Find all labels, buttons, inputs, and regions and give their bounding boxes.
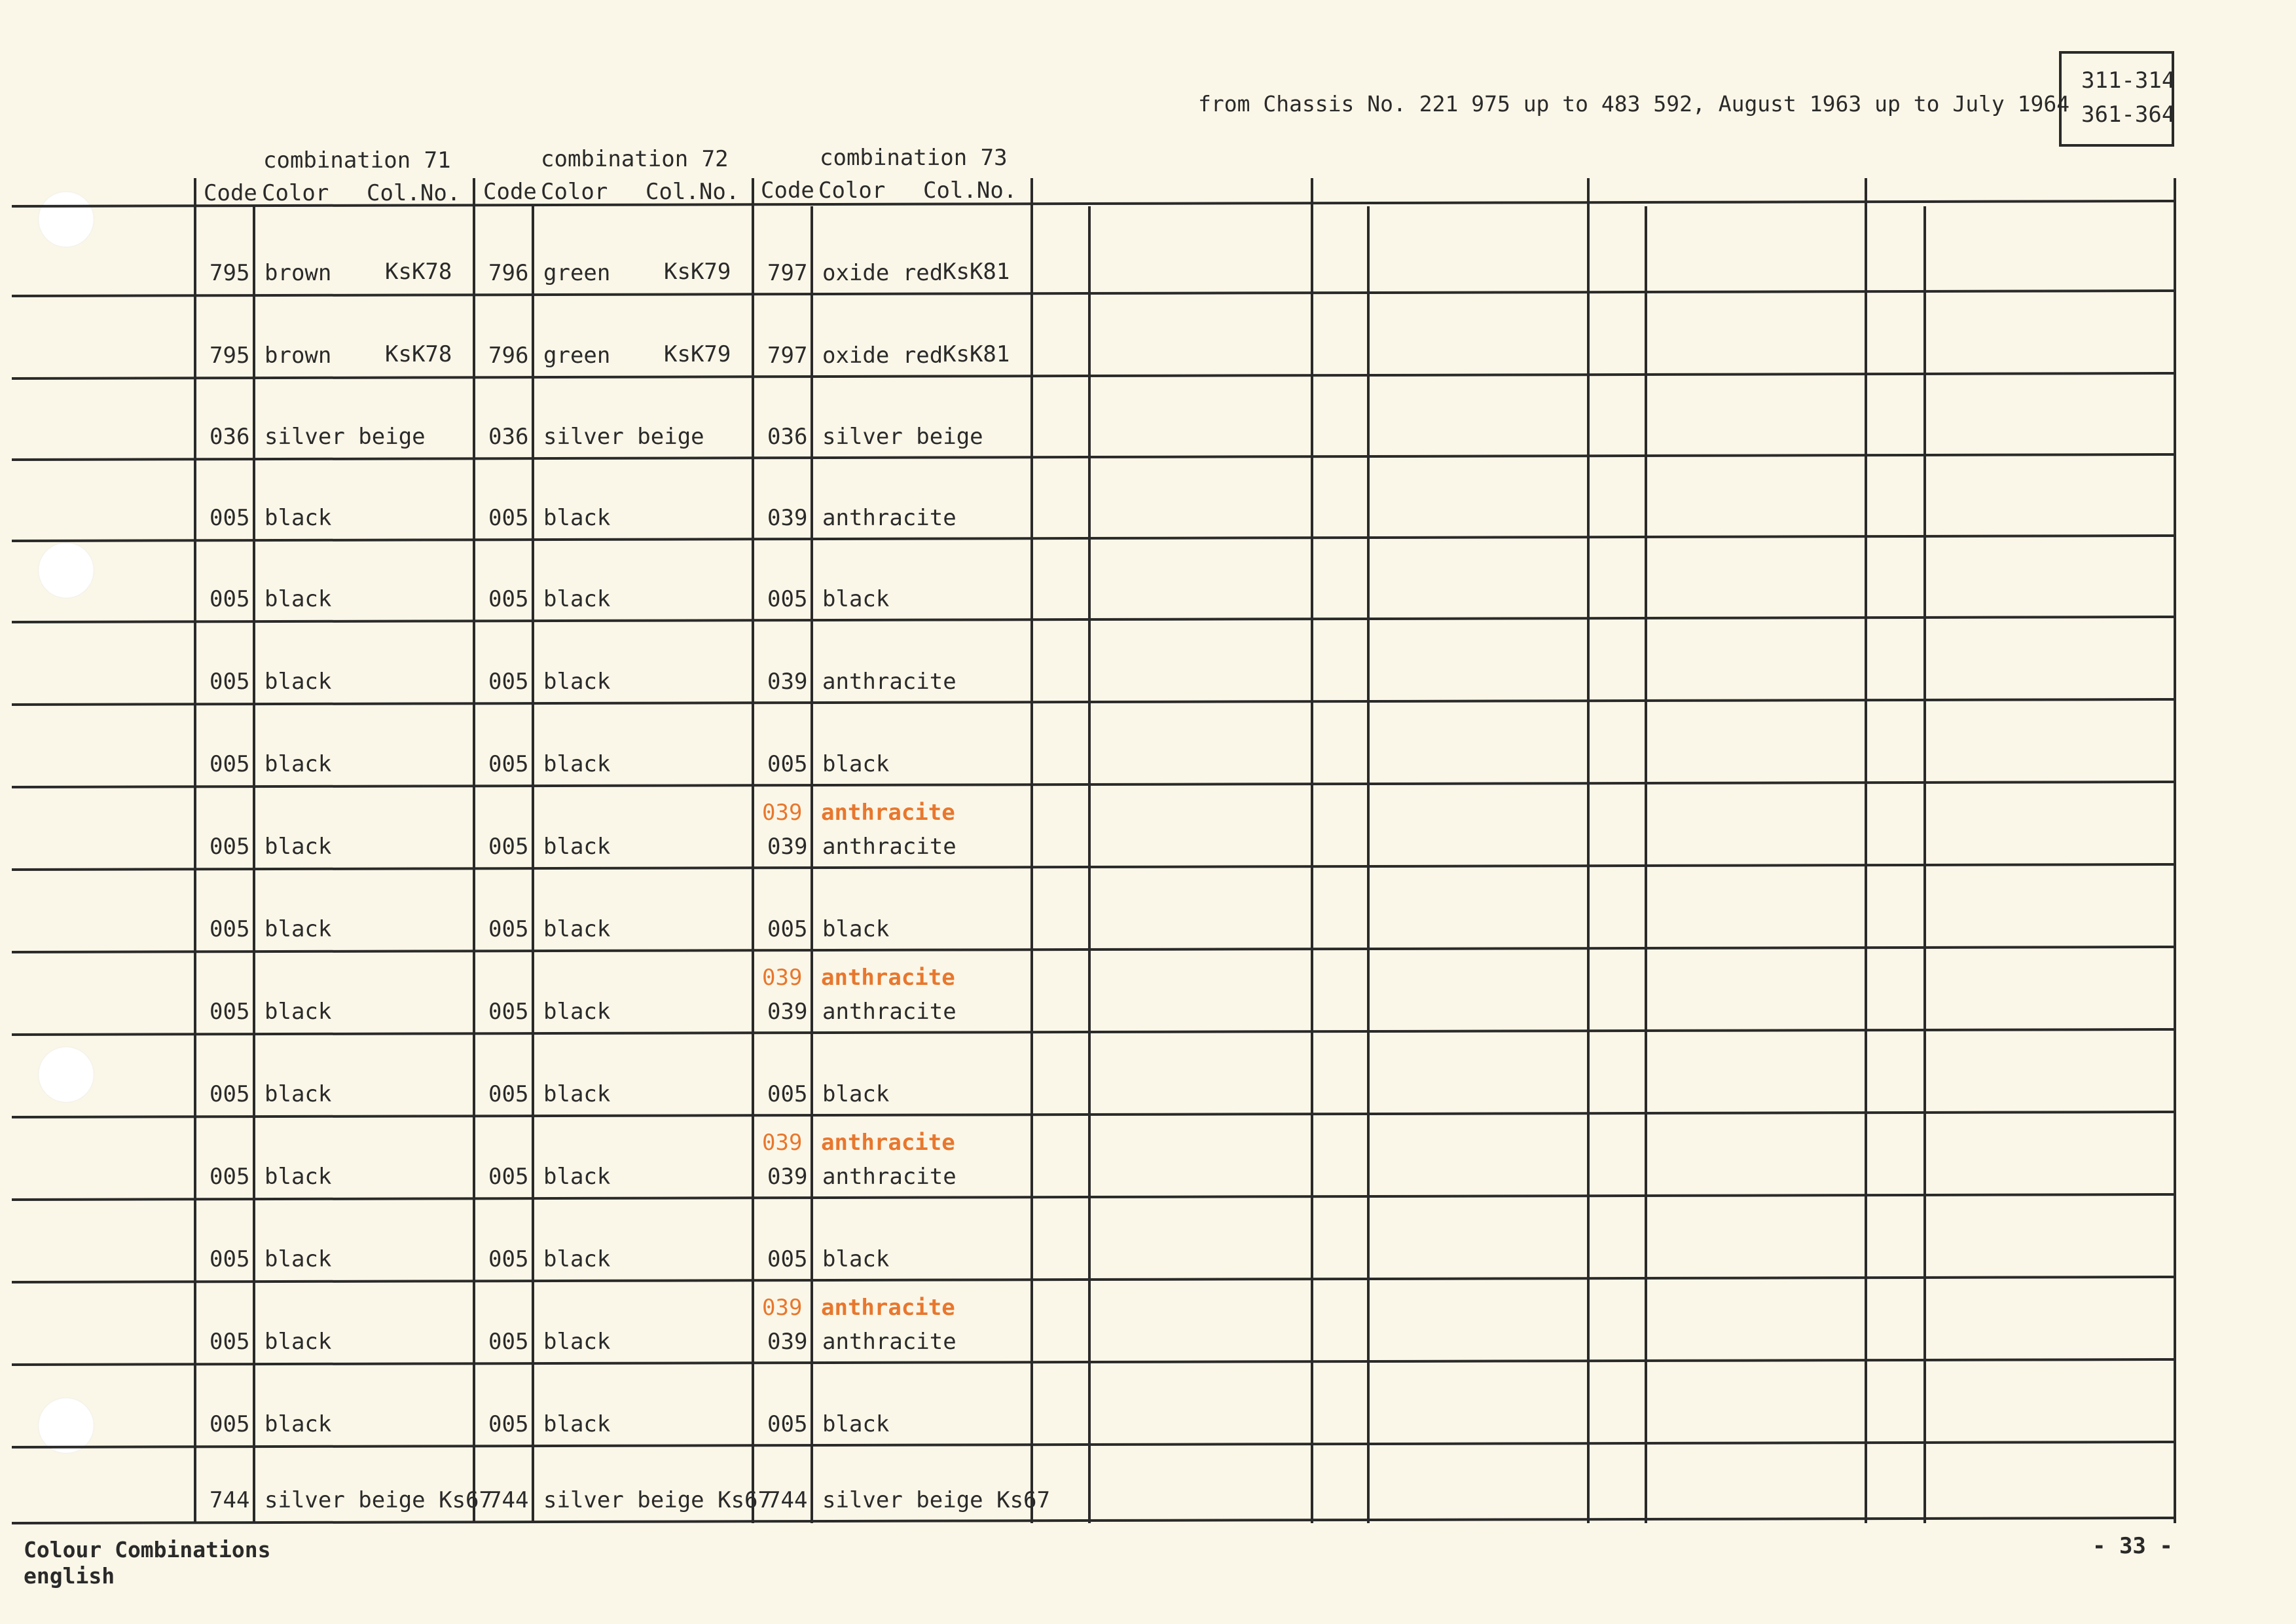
color-cell: black <box>264 834 332 860</box>
row-line <box>12 617 2175 622</box>
code-cell: 744 <box>767 1487 808 1513</box>
c73-colno-label: Col.No. <box>923 177 1017 204</box>
c72-code-label: Code <box>483 179 537 205</box>
code-cell: 005 <box>488 999 529 1025</box>
footer-language: english <box>24 1563 115 1589</box>
code-cell: 005 <box>767 1246 808 1272</box>
alt-code: 039 <box>762 1130 803 1156</box>
color-cell: black <box>543 834 611 860</box>
color-cell: oxide red <box>822 260 943 286</box>
alt-color: anthracite <box>821 800 955 826</box>
c72-color-label: Color <box>541 179 608 205</box>
color-cell: black <box>543 1246 611 1272</box>
model-number-1: 311-314 <box>2081 67 2176 94</box>
row-line <box>12 454 2175 460</box>
alt-code: 039 <box>762 800 803 826</box>
code-cell: 005 <box>210 669 250 695</box>
row-line <box>12 1442 2175 1447</box>
colno-cell: KsK79 <box>664 341 731 367</box>
color-cell: black <box>264 669 332 695</box>
color-cell: brown <box>264 342 332 369</box>
code-cell: 005 <box>210 999 250 1025</box>
code-cell: 744 <box>210 1487 250 1513</box>
model-number-2: 361-364 <box>2081 101 2176 128</box>
color-cell: black <box>822 586 890 612</box>
color-cell: brown <box>264 260 332 286</box>
color-cell: silver beige <box>543 424 704 450</box>
code-cell: 036 <box>767 424 808 450</box>
code-cell: 005 <box>210 505 250 531</box>
code-cell: 005 <box>210 1081 250 1107</box>
code-cell: 005 <box>210 834 250 860</box>
color-cell: anthracite <box>822 1329 957 1355</box>
c71-colno-label: Col.No. <box>367 180 461 206</box>
code-cell: 005 <box>488 1329 529 1355</box>
code-cell: 005 <box>767 586 808 612</box>
row-line <box>12 782 2175 787</box>
color-cell: black <box>264 1329 332 1355</box>
color-cell: black <box>543 751 611 777</box>
code-cell: 005 <box>488 505 529 531</box>
color-cell: black <box>543 999 611 1025</box>
chassis-range: from Chassis No. 221 975 up to 483 592, August 1963 up to July 1964 <box>1198 91 2070 117</box>
color-cell: black <box>822 751 890 777</box>
color-cell: black <box>822 1081 890 1107</box>
color-cell: black <box>543 1164 611 1190</box>
code-cell: 005 <box>210 1164 250 1190</box>
row-line <box>12 947 2175 952</box>
color-cell: black <box>543 669 611 695</box>
colno-cell: KsK81 <box>943 259 1010 285</box>
code-cell: 039 <box>767 999 808 1025</box>
color-cell: black <box>543 1411 611 1437</box>
code-cell: 744 <box>488 1487 529 1513</box>
code-cell: 036 <box>210 424 250 450</box>
alt-color: anthracite <box>821 965 955 991</box>
code-cell: 005 <box>488 1164 529 1190</box>
code-cell: 797 <box>767 342 808 369</box>
code-cell: 005 <box>488 1081 529 1107</box>
row-line <box>12 1277 2175 1282</box>
color-cell: black <box>264 1411 332 1437</box>
color-cell: anthracite <box>822 505 957 531</box>
color-cell: black <box>264 1081 332 1107</box>
combination-71-title: combination 71 <box>263 147 451 174</box>
color-cell: black <box>543 916 611 942</box>
color-cell: anthracite <box>822 669 957 695</box>
c71-color-label: Color <box>262 180 329 206</box>
code-cell: 005 <box>767 1411 808 1437</box>
code-cell: 005 <box>210 916 250 942</box>
row-line <box>12 291 2175 296</box>
color-cell: black <box>822 916 890 942</box>
alt-code: 039 <box>762 965 803 991</box>
alt-color: anthracite <box>821 1295 955 1321</box>
alt-code: 039 <box>762 1295 803 1321</box>
code-cell: 005 <box>767 751 808 777</box>
color-cell: black <box>264 586 332 612</box>
color-cell: black <box>543 505 611 531</box>
combination-72-title: combination 72 <box>541 146 729 172</box>
color-cell: green <box>543 342 611 369</box>
code-cell: 796 <box>488 342 529 369</box>
code-cell: 797 <box>767 260 808 286</box>
code-cell: 005 <box>488 916 529 942</box>
c73-code-label: Code <box>761 177 814 204</box>
row-line <box>12 699 2175 705</box>
code-cell: 039 <box>767 1164 808 1190</box>
page-number: - 33 - <box>2092 1533 2173 1559</box>
color-cell: anthracite <box>822 1164 957 1190</box>
row-line <box>12 1112 2175 1117</box>
code-cell: 039 <box>767 669 808 695</box>
color-cell: black <box>264 505 332 531</box>
color-cell: black <box>822 1411 890 1437</box>
color-cell: black <box>543 1081 611 1107</box>
color-cell: silver beige Ks67 <box>822 1487 1050 1513</box>
code-cell: 039 <box>767 834 808 860</box>
color-cell: silver beige Ks67 <box>543 1487 771 1513</box>
code-cell: 005 <box>210 1329 250 1355</box>
color-cell: green <box>543 260 611 286</box>
row-line <box>12 201 2175 206</box>
code-cell: 005 <box>210 1411 250 1437</box>
code-cell: 795 <box>210 342 250 369</box>
c72-colno-label: Col.No. <box>646 179 740 205</box>
code-cell: 036 <box>488 424 529 450</box>
colno-cell: KsK78 <box>385 341 452 367</box>
color-cell: anthracite <box>822 834 957 860</box>
color-cell: black <box>264 751 332 777</box>
code-cell: 005 <box>767 916 808 942</box>
color-cell: silver beige <box>822 424 983 450</box>
color-cell: black <box>264 1246 332 1272</box>
color-cell: silver beige Ks67 <box>264 1487 492 1513</box>
row-line <box>12 1359 2175 1365</box>
color-cell: black <box>264 1164 332 1190</box>
code-cell: 005 <box>488 669 529 695</box>
code-cell: 005 <box>210 1246 250 1272</box>
color-cell: black <box>543 1329 611 1355</box>
row-line <box>12 1194 2175 1200</box>
row-line <box>12 864 2175 870</box>
code-cell: 005 <box>488 751 529 777</box>
combination-73-title: combination 73 <box>820 145 1008 171</box>
code-cell: 005 <box>210 586 250 612</box>
row-line <box>12 536 2175 541</box>
code-cell: 005 <box>210 751 250 777</box>
code-cell: 005 <box>488 1246 529 1272</box>
code-cell: 005 <box>488 1411 529 1437</box>
colno-cell: KsK79 <box>664 259 731 285</box>
colno-cell: KsK81 <box>943 341 1010 367</box>
row-line <box>12 373 2175 378</box>
color-cell: anthracite <box>822 999 957 1025</box>
alt-color: anthracite <box>821 1130 955 1156</box>
c73-color-label: Color <box>818 177 886 204</box>
color-cell: black <box>543 586 611 612</box>
footer-title: Colour Combinations <box>24 1537 271 1562</box>
row-line <box>12 1518 2175 1523</box>
color-cell: black <box>264 999 332 1025</box>
color-cell: silver beige <box>264 424 426 450</box>
color-cell: black <box>264 916 332 942</box>
code-cell: 039 <box>767 505 808 531</box>
code-cell: 005 <box>767 1081 808 1107</box>
colno-cell: KsK78 <box>385 259 452 285</box>
code-cell: 005 <box>488 834 529 860</box>
c71-code-label: Code <box>204 180 257 206</box>
code-cell: 795 <box>210 260 250 286</box>
color-cell: oxide red <box>822 342 943 369</box>
row-line <box>12 1029 2175 1035</box>
color-cell: black <box>822 1246 890 1272</box>
code-cell: 796 <box>488 260 529 286</box>
code-cell: 039 <box>767 1329 808 1355</box>
code-cell: 005 <box>488 586 529 612</box>
